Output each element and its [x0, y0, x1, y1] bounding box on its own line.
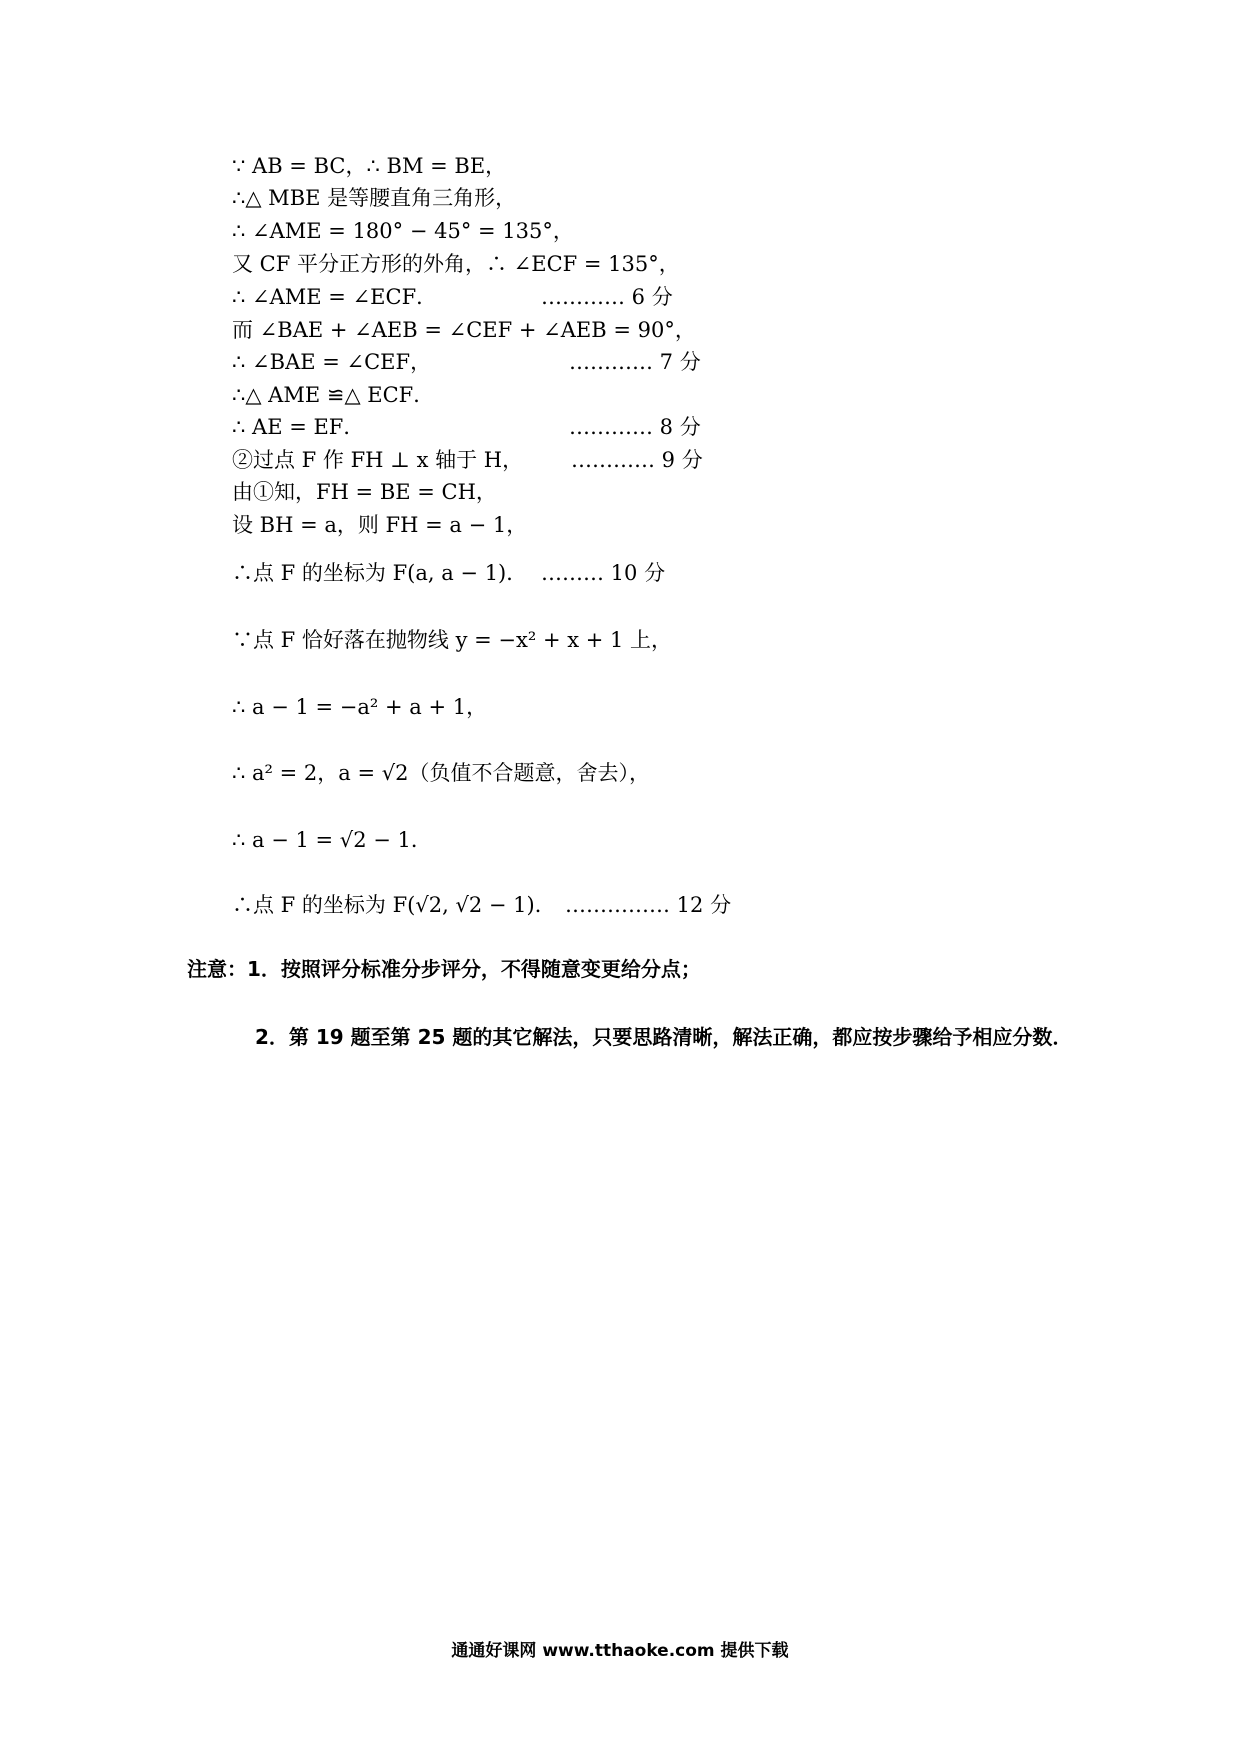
solution-line-15: ∴ a − 1 = −a² + a + 1， — [232, 695, 488, 719]
solution-line-14: ∵点 F 恰好落在抛物线 y = −x² + x + 1 上， — [232, 628, 673, 652]
solution-line-13: ∴点 F 的坐标为 F(a, a − 1)． — [232, 561, 528, 585]
solution-line-3: ∴ ∠AME = 180° − 45° = 135°， — [232, 219, 574, 243]
solution-line-9: ∴ AE = EF． — [232, 415, 365, 439]
solution-line-18: ∴点 F 的坐标为 F(√2, √2 − 1)． — [232, 893, 556, 917]
score-6: ………… 6 分 — [541, 285, 673, 309]
solution-line-10: ②过点 F 作 FH ⊥ x 轴于 H， — [232, 448, 524, 472]
note-2: 2．第 19 题至第 25 题的其它解法，只要思路清晰，解法正确，都应按步骤给予相应分数． — [255, 1025, 1073, 1049]
score-9: ………… 9 分 — [571, 448, 703, 472]
solution-line-11: 由①知，FH = BE = CH， — [232, 480, 497, 504]
solution-line-17: ∴ a − 1 = √2 − 1． — [232, 828, 432, 852]
solution-line-5: ∴ ∠AME = ∠ECF． — [232, 285, 438, 309]
solution-line-6: 而 ∠BAE + ∠AEB = ∠CEF + ∠AEB = 90°， — [232, 318, 696, 342]
note-1: 注意：1．按照评分标准分步评分，不得随意变更给分点； — [187, 957, 701, 981]
solution-line-4: 又 CF 平分正方形的外角，∴ ∠ECF = 135°， — [232, 252, 680, 276]
solution-line-1: ∵ AB = BC，∴ BM = BE， — [232, 154, 507, 178]
solution-line-16: ∴ a² = 2，a = √2（负值不合题意，舍去）， — [232, 761, 650, 785]
score-8: ………… 8 分 — [569, 415, 701, 439]
solution-line-2: ∴△ MBE 是等腰直角三角形， — [232, 186, 517, 210]
solution-line-12: 设 BH = a，则 FH = a − 1， — [232, 513, 528, 537]
solution-line-7: ∴ ∠BAE = ∠CEF， — [232, 350, 432, 374]
solution-line-8: ∴△ AME ≌△ ECF． — [232, 383, 435, 407]
score-7: ………… 7 分 — [569, 350, 701, 374]
page-footer: 通通好课网 www.tthaoke.com 提供下载 — [451, 1641, 789, 1661]
score-10: ……… 10 分 — [541, 561, 666, 585]
score-12: …………… 12 分 — [565, 893, 732, 917]
